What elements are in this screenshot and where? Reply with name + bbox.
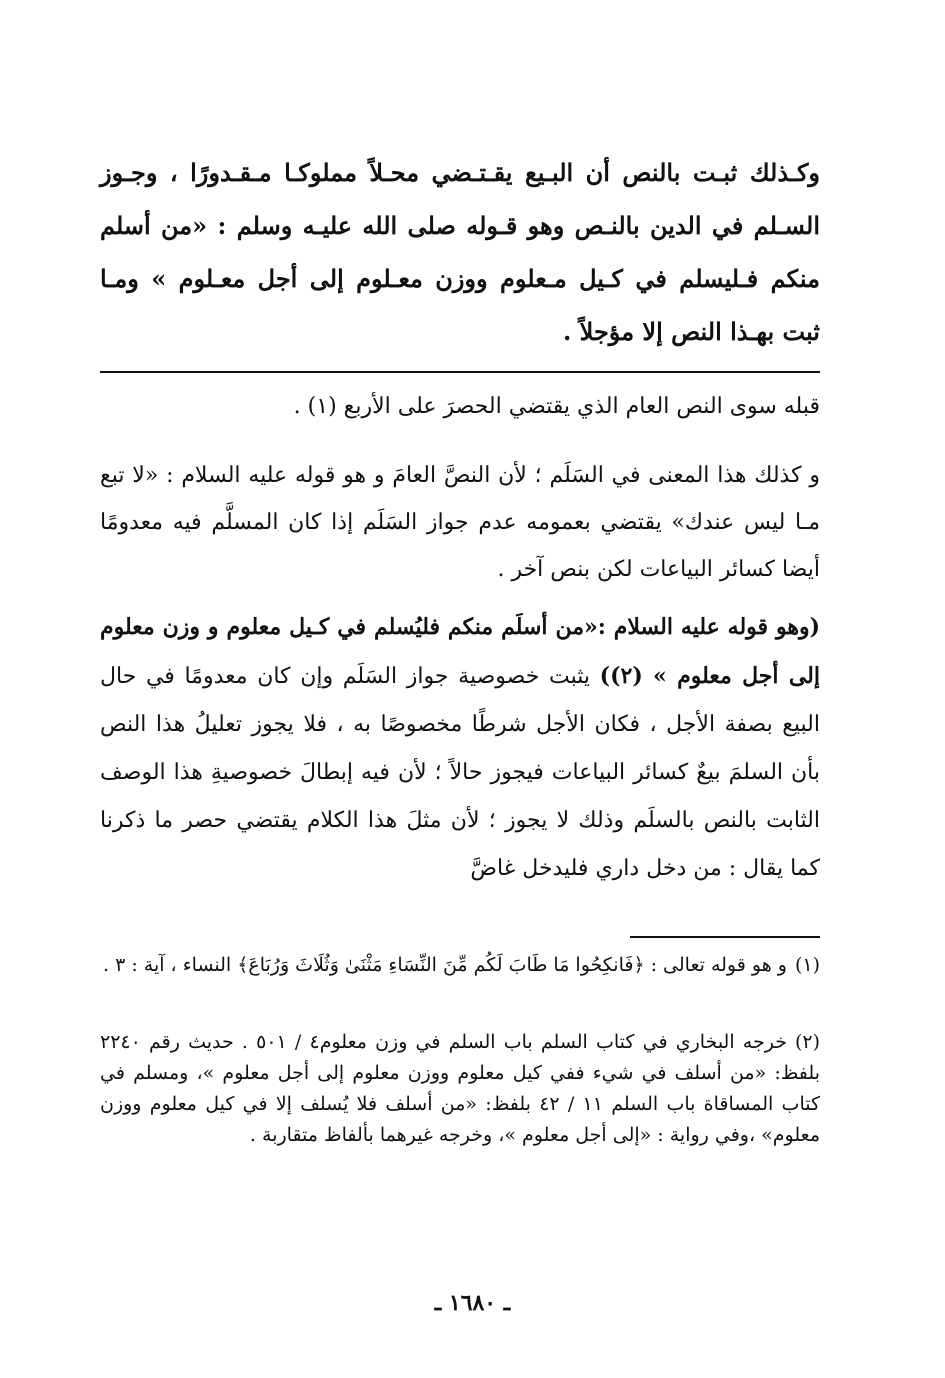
footnote-number: (٢) (794, 1031, 821, 1053)
main-paragraph: وكـذلك ثبـت بالنص أن البـيع يقـتـضي محـلاً مملوكـا مـقـدورًا ، وجـوز السـلم في الدين بالنـص وهو قـوله صلى الله عليـه وسلم : «من أسلم منكم فـليسلم في كـيل مـعلوم ووزن معـلوم إلى أجل معـلوم » ومـا ثبت بهـذا النص إلا مؤجلاً . (100, 158, 820, 346)
footnote-1 (100, 950, 820, 981)
footnote-divider (630, 936, 820, 938)
footnote-number: (١) (794, 954, 820, 976)
commentary-paragraph-2: و كذلك هذا المعنى في السَلَم ؛ لأن النصَّ العامَ و هو قوله عليه السلام : «لا تبع مـا ليس عندك» يقتضي بعمومه عدم جواز السَلَم إذا كان المسلَّم فيه معدومًا أيضا كسائر البياعات لكن بنص آخر . (100, 463, 820, 582)
section-divider (100, 371, 820, 373)
footnote-text: خرجه البخاري في كتاب السلم باب السلم في وزن معلوم٤ / ٥٠١ . حديث رقم ٢٢٤٠ بلفظ: «من أسلف في شيء ففي كيل معلوم ووزن معلوم إلى أجل معلوم »، ومسلم في كتاب المساقاة باب السلم ١١ / ٤٢ بلفظ: «من أسلف فلا يُسلف إلا في كيل معلوم ووزن معلوم» ،وفي رواية : «إلى أجل معلوم »، وخرجه غيرهما بألفاظ متقاربة . (100, 1031, 821, 1146)
hadith-quote: (وهو قوله عليه السلام :«من أسلَم منكم فليُسلم في كـيل معلوم و وزن معلوم إلى أجل معلوم » (٢)) (100, 614, 820, 689)
footnote-text: و هو قوله تعالى : ﴿فَانكِحُوا مَا طَابَ لَكُم مِّنَ النِّسَاءِ مَثْنَىٰ وَثُلَاثَ وَرُبَاعَ﴾ النساء ، آية : ٣ . (102, 954, 787, 976)
commentary-paragraph-1: قبله سوى النص العام الذي يقتضي الحصرَ على الأربع (١) . (293, 394, 820, 419)
page-number: ـ ١٦٨٠ ـ (434, 1290, 511, 1316)
commentary-paragraph-3-text: يثبت خصوصية جواز السَلَم وإن كان معدومًا في حال البيع بصفة الأجل ، فكان الأجل شرطًا مخصوصًا به ، فلا يجوز تعليلُ هذا النص بأن السلمَ بيعٌ كسائر البياعات فيجوز حالاً ؛ لأن فيه إبطالَ خصوصيةِ هذا الوصف الثابت بالنص بالسلَم وذلك لا يجوز ؛ لأن مثلَ هذا الكلام يقتضي حصر ما ذكرنا كما يقال : من دخل داري فليدخل غاضَّ (100, 664, 820, 881)
commentary-paragraph-3 (100, 603, 820, 893)
footnote-2 (100, 1027, 820, 1151)
